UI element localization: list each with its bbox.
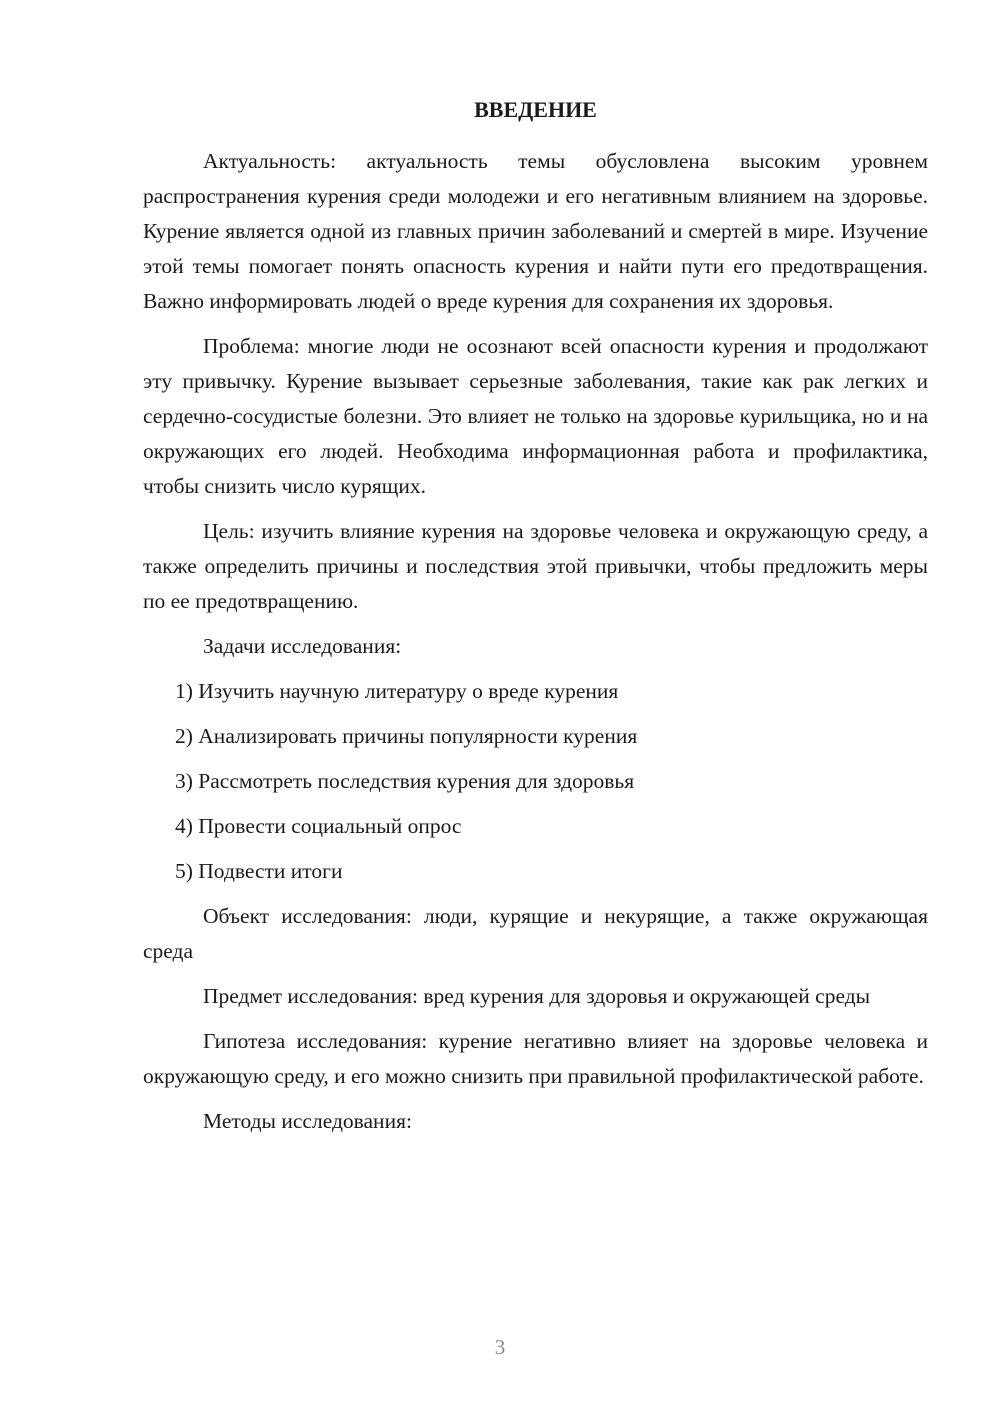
goal-paragraph: Цель: изучить влияние курения на здоровье человека и окружающую среду, а также определить причины и последствия этой привычки, чтобы предложить меры по ее предотвращению. <box>143 519 928 613</box>
relevance-paragraph: Актуальность: актуальность темы обусловлена высоким уровнем распространения курения среди молодежи и его негативным влиянием на здоровье. Курение является одной из главных причин заболеваний и смертей в мире. Изучение этой темы помогает понять опасность курения и найти пути его предотвращения. Важно информировать людей о вреде курения для сохранения их здоровья. <box>143 149 928 313</box>
task-item-4: 4) Провести социальный опрос <box>175 814 462 838</box>
problem-paragraph: Проблема: многие люди не осознают всей опасности курения и продолжают эту привычку. Курение вызывает серьезные заболевания, такие как рак легких и сердечно-сосудистые болезни. Это влияет не только на здоровье курильщика, но и на окружающих его людей. Необходима информационная работа и профилактика, чтобы снизить число курящих. <box>143 334 928 498</box>
task-item-3: 3) Рассмотреть последствия курения для здоровья <box>175 769 635 793</box>
page-number: 3 <box>494 1335 506 1359</box>
object-paragraph: Объект исследования: люди, курящие и некурящие, а также окружающая среда <box>143 904 928 963</box>
task-item-1: 1) Изучить научную литературу о вреде курения <box>175 679 619 703</box>
document-title: ВВЕДЕНИЕ <box>474 97 597 122</box>
task-item-5: 5) Подвести итоги <box>175 859 343 883</box>
hypothesis-paragraph: Гипотеза исследования: курение негативно влияет на здоровье человека и окружающую среду, и его можно снизить при правильной профилактической работе. <box>143 1029 928 1088</box>
tasks-heading: Задачи исследования: <box>203 634 402 658</box>
task-item-2: 2) Анализировать причины популярности курения <box>175 724 638 748</box>
document-page <box>143 96 928 1149</box>
subject-paragraph: Предмет исследования: вред курения для здоровья и окружающей среды <box>203 984 871 1008</box>
methods-heading: Методы исследования: <box>203 1109 412 1133</box>
